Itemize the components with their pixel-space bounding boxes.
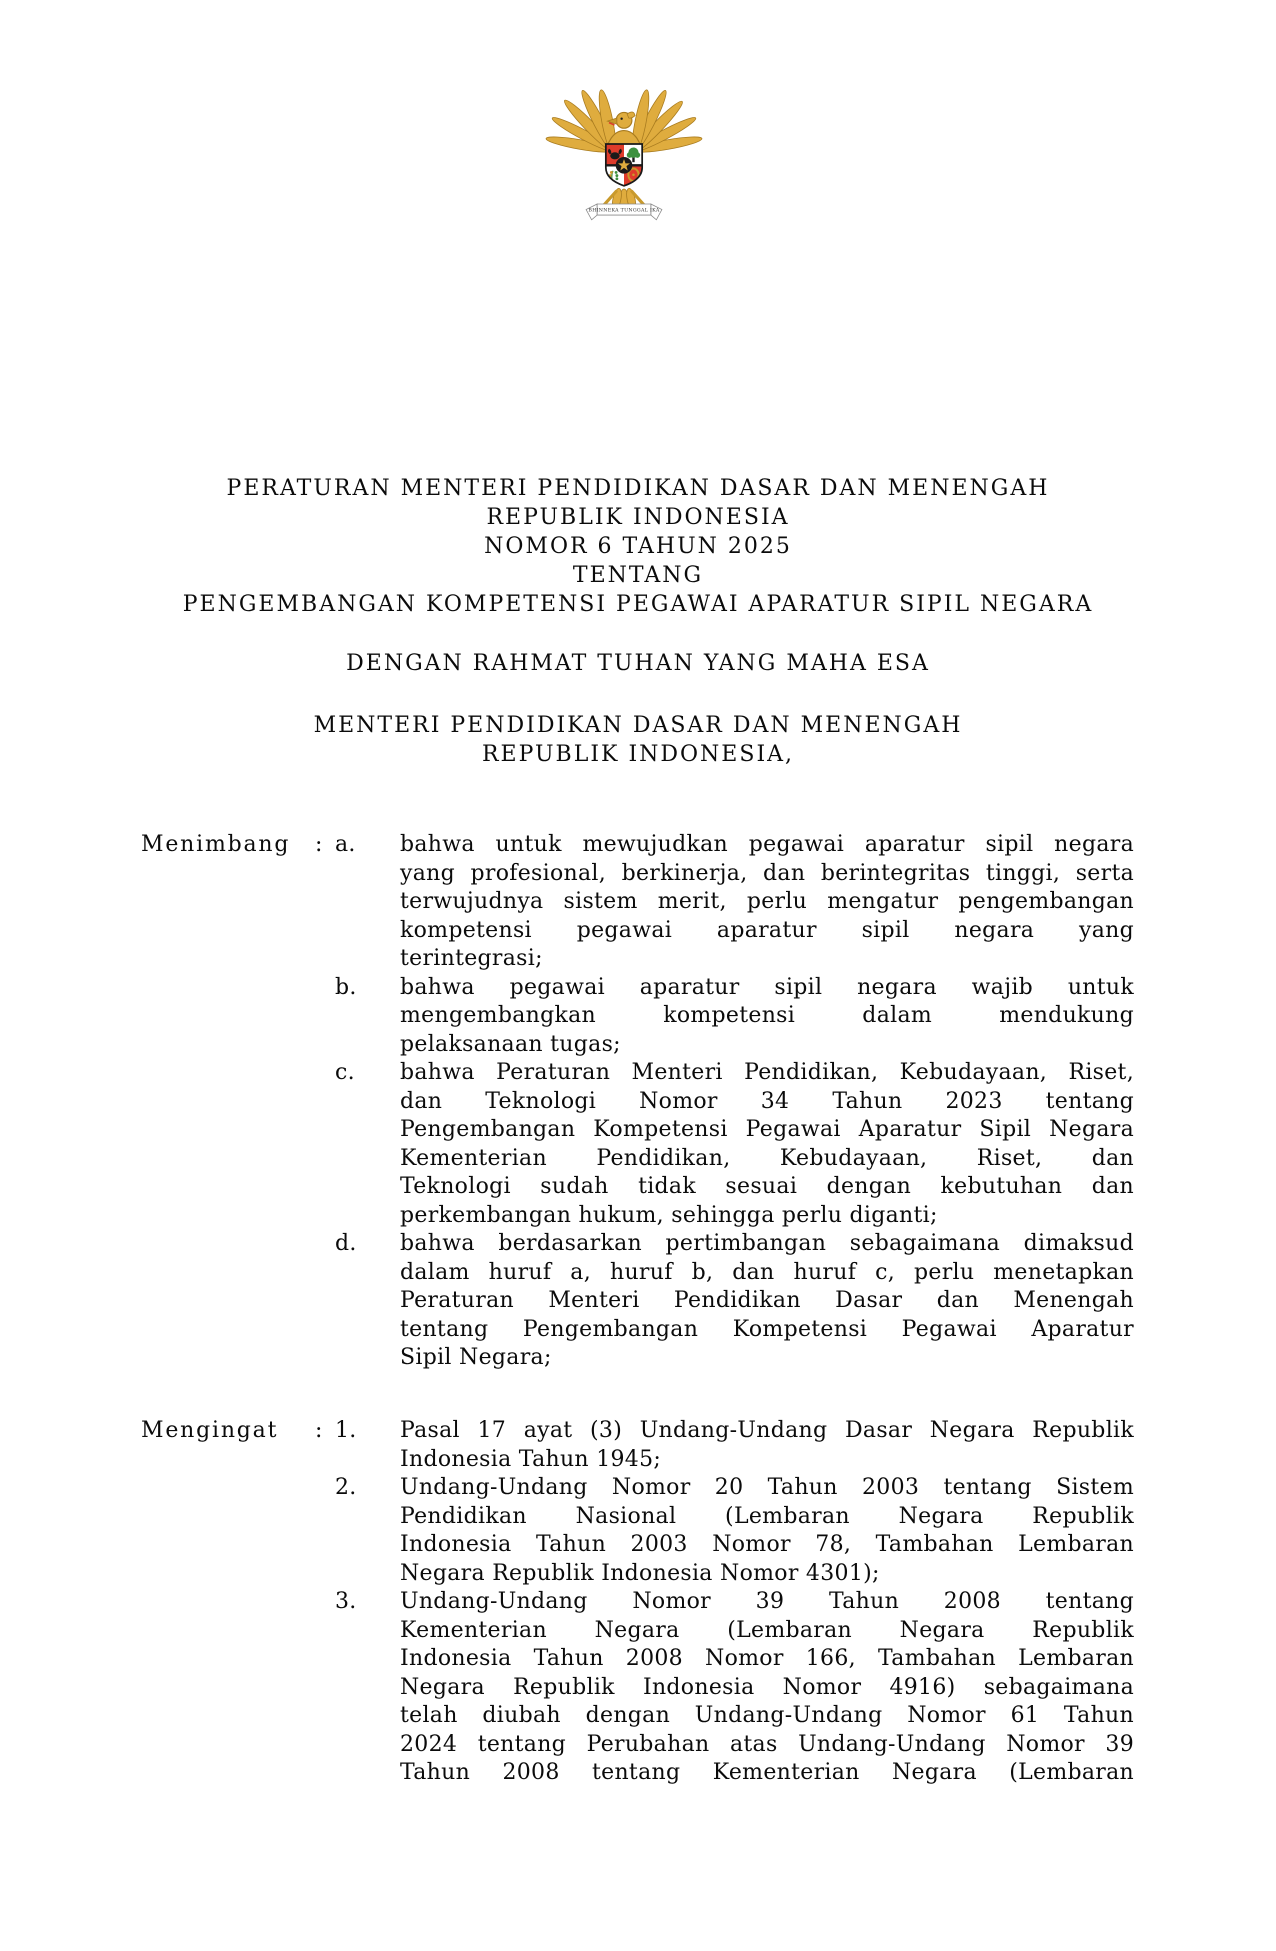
- title-line-number: NOMOR 6 TAHUN 2025: [484, 534, 792, 559]
- section-menimbang: [141, 831, 1135, 1373]
- text-line: Indonesia Tahun 1945;: [400, 1446, 662, 1472]
- text-line: bahwa berdasarkan pertimbangan sebagaimana dimaksud: [400, 1231, 1134, 1256]
- motto-ribbon: [586, 204, 662, 220]
- section-mengingat: [141, 1417, 1135, 1788]
- text-line: dalam huruf a, huruf b, dan huruf c, perlu menetapkan: [400, 1259, 1134, 1285]
- section-items: [335, 831, 1135, 1373]
- item-text: [400, 1230, 1134, 1373]
- text-line: terwujudnya sistem merit, perlu mengatur pengembangan: [400, 889, 1134, 914]
- text-line: dan Teknologi Nomor 34 Tahun 2023 tentang: [400, 1088, 1134, 1114]
- text-line: Negara Republik Indonesia Nomor 4301);: [400, 1560, 880, 1586]
- text-line: 2024 tentang Perubahan atas Undang-Undang Nomor 39: [400, 1731, 1134, 1757]
- text-line: bahwa pegawai aparatur sipil negara wajib untuk: [400, 974, 1134, 1000]
- authority-block: [141, 711, 1135, 769]
- text-line: Tahun 2008 tentang Kementerian Negara (Lembaran: [400, 1760, 1134, 1785]
- item-text: [400, 974, 1134, 1060]
- item-marker: 1.: [335, 1418, 357, 1443]
- text-line: Indonesia Tahun 2003 Nomor 78, Tambahan Lembaran: [400, 1532, 1134, 1557]
- invocation-line: DENGAN RAHMAT TUHAN YANG MAHA ESA: [346, 651, 930, 676]
- item-marker: c.: [335, 1060, 355, 1085]
- text-line: Pengembangan Kompetensi Pegawai Aparatur Sipil Negara: [400, 1117, 1134, 1142]
- mengingat-item-1: [335, 1417, 1135, 1474]
- eye: [620, 118, 622, 120]
- item-marker: 2.: [335, 1475, 357, 1500]
- text-line: Kementerian Pendidikan, Kebudayaan, Riset, dan: [400, 1145, 1134, 1171]
- section-colon: :: [315, 1418, 323, 1443]
- text-line: Sipil Negara;: [400, 1345, 552, 1370]
- pancasila-shield: [605, 144, 643, 187]
- item-marker: d.: [335, 1231, 357, 1256]
- text-line: Indonesia Tahun 2008 Nomor 166, Tambahan Lembaran: [400, 1646, 1134, 1671]
- item-marker: 3.: [335, 1589, 357, 1614]
- section-items: [335, 1417, 1135, 1788]
- text-line: bahwa untuk mewujudkan pegawai aparatur sipil negara: [400, 832, 1134, 857]
- text-line: telah diubah dengan Undang-Undang Nomor 61 Tahun: [400, 1703, 1134, 1728]
- mengingat-item-2: [335, 1474, 1135, 1588]
- item-text: [400, 1588, 1134, 1788]
- text-line: mengembangkan kompetensi dalam mendukung: [400, 1003, 1134, 1028]
- mengingat-item-3: [335, 1588, 1135, 1788]
- text-line: tentang Pengembangan Kompetensi Pegawai Aparatur: [400, 1316, 1134, 1342]
- motto-text: BHINNEKA TUNGGAL IKA: [588, 208, 660, 214]
- title-line-ministry: PERATURAN MENTERI PENDIDIKAN DASAR DAN MENENGAH: [226, 476, 1050, 501]
- text-line: Teknologi sudah tidak sesuai dengan kebutuhan dan: [400, 1174, 1134, 1199]
- text-line: kompetensi pegawai aparatur sipil negara yang: [400, 917, 1134, 943]
- crest: [627, 112, 635, 118]
- section-colon: :: [315, 832, 323, 857]
- text-line: bahwa Peraturan Menteri Pendidikan, Kebudayaan, Riset,: [400, 1060, 1134, 1085]
- title-line-subject: PENGEMBANGAN KOMPETENSI PEGAWAI APARATUR SIPIL NEGARA: [182, 592, 1094, 617]
- text-line: Kementerian Negara (Lembaran Negara Republik: [400, 1617, 1134, 1643]
- item-marker: a.: [335, 832, 356, 857]
- text-line: Pasal 17 ayat (3) Undang-Undang Dasar Negara Republik: [400, 1418, 1134, 1443]
- text-line: terintegrasi;: [400, 946, 543, 971]
- garuda-pancasila-svg: [545, 84, 703, 234]
- section-label-mengingat: Mengingat: [141, 1418, 279, 1443]
- menimbang-item-b: [335, 974, 1135, 1060]
- authority-line-minister: MENTERI PENDIDIKAN DASAR DAN MENENGAH: [313, 713, 963, 738]
- item-text: [400, 831, 1134, 974]
- authority-line-republic: REPUBLIK INDONESIA,: [481, 742, 795, 767]
- text-line: perkembangan hukum, sehingga perlu diganti;: [400, 1202, 938, 1228]
- menimbang-item-c: [335, 1059, 1135, 1230]
- star-pentagon: [616, 157, 633, 174]
- menimbang-item-d: [335, 1230, 1135, 1373]
- item-text: [400, 1059, 1134, 1230]
- section-label-menimbang: Menimbang: [141, 832, 291, 857]
- text-line: Undang-Undang Nomor 20 Tahun 2003 tentang Sistem: [400, 1475, 1134, 1500]
- text-line: Negara Republik Indonesia Nomor 4916) sebagaimana: [400, 1674, 1134, 1700]
- title-line-republic: REPUBLIK INDONESIA: [486, 505, 790, 530]
- regulation-title-block: [141, 474, 1135, 619]
- text-line: yang profesional, berkinerja, dan berintegritas tinggi, serta: [400, 860, 1134, 886]
- title-line-tentang: TENTANG: [572, 563, 704, 588]
- item-text: [400, 1474, 1134, 1588]
- item-marker: b.: [335, 974, 357, 1000]
- text-line: pelaksanaan tugas;: [400, 1031, 621, 1057]
- text-line: Peraturan Menteri Pendidikan Dasar dan Menengah: [400, 1288, 1134, 1313]
- item-text: [400, 1417, 1134, 1474]
- garuda-pancasila-emblem: [545, 84, 703, 234]
- text-line: Pendidikan Nasional (Lembaran Negara Republik: [400, 1503, 1134, 1529]
- text-line: Undang-Undang Nomor 39 Tahun 2008 tentang: [400, 1589, 1134, 1614]
- menimbang-item-a: [335, 831, 1135, 974]
